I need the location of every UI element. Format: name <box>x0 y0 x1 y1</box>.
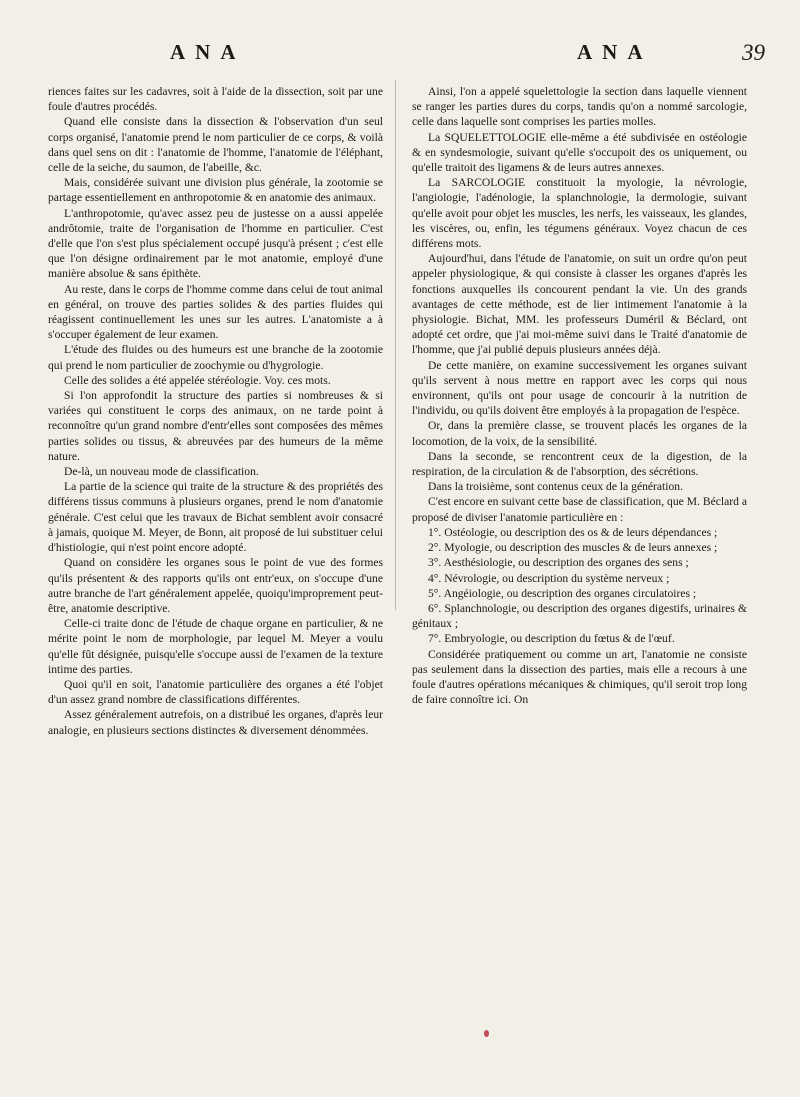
left-running-title: ANA <box>170 40 246 64</box>
paragraph: Quoi qu'il en soit, l'anatomie particulière des organes a été l'objet d'un assez grand nombre de classifications différentes. <box>48 677 383 707</box>
paragraph: 1°. Ostéologie, ou description des os & de leurs dépendances ; <box>428 525 718 539</box>
paragraph: Quand on considère les organes sous le point de vue des formes qu'ils présentent & des rapports qu'ils ont entr'eux, on s'occupe d'une autre branche de l'art généralement appelée, quoiqu'improprement peut-être, anatomie descriptive. <box>48 556 383 615</box>
paragraph: Mais, considérée suivant une division plus générale, la zootomie se partage essentiellement en anthropotomie & en anatomie des animaux. <box>48 176 383 205</box>
paragraph: La partie de la science qui traite de la structure & des propriétés des différens tissus communs à plusieurs organes, prend le nom d'anatomie générale. C'est celui que les travaux de Bichat semblent avoir consacré à jamais, quoique M. Meyer, de Bonn, ait proposé de lui substituer celui d'histiologie, qui n'est point encore adopté. <box>48 480 383 555</box>
paragraph: Assez généralement autrefois, on a distribué les organes, d'après leur analogie, en plusieurs sections distinctes & diversement dénommées. <box>48 708 383 737</box>
right-running-title: ANA <box>577 40 653 64</box>
paragraph: La SARCOLOGIE constituoit la myologie, la névrologie, l'angiologie, l'adénologie, la splanchnologie, la dermologie, suivant qu'elle avoit pour objet les muscles, les nerfs, les vaisseaux, les glandes, les viscères, ou, enfin, les tégumens généraux. Voyez chacun de ces différens mots. <box>412 176 747 251</box>
paragraph: 4°. Névrologie, ou description du système nerveux ; <box>428 571 670 585</box>
paragraph: 3°. Aesthésiologie, ou description des organes des sens ; <box>428 556 689 570</box>
paragraph: Ainsi, l'on a appelé squelettologie la section dans laquelle viennent se ranger les parties dures du corps, tandis qu'on a nommé sarcologie, celle dans laquelle sont comprises les parties molles. <box>412 85 747 129</box>
paragraph: Celle-ci traite donc de l'étude de chaque organe en particulier, & ne mérite point le nom de morphologie, par lequel M. Meyer a voulu qu'elle fût désignée, puisqu'elle s'occupe aussi de l'examen de la texture intime des parties. <box>48 617 383 676</box>
page-number: 39 <box>742 40 765 65</box>
paragraph: Dans la troisième, sont contenus ceux de la génération. <box>428 480 683 494</box>
running-header <box>0 40 800 70</box>
paragraph: Aujourd'hui, dans l'étude de l'anatomie, on suit un ordre qu'on peut appeler physiologique, & qui consiste à classer les organes d'après les fonctions auxquelles ils concourent pendant la vie. Un des grands avantages de cette méthode, est de lier intimement l'anatomie à la physiologie. Bichat, MM. les professeurs Duméril & Béclard, ont adopté cet ordre, que j'ai moi-même suivi dans le Traité d'anatomie de l'homme, que j'ai publié depuis plusieurs années déjà. <box>412 252 747 357</box>
column-rule <box>395 80 396 610</box>
left-column <box>48 84 383 738</box>
paragraph: Dans la seconde, se rencontrent ceux de la digestion, de la respiration, de la circulation & de l'absorption, des sécrétions. <box>412 449 747 479</box>
paragraph: Si l'on approfondit la structure des parties si nombreuses & si variées qui constituent le corps des animaux, on ne tarde point à reconnoître qu'un grand nombre d'entr'elles sont composées des mêmes parties solides ou tissus, & abreuvées par des humeurs de la même nature. <box>48 389 383 463</box>
paragraph: 7°. Embryologie, ou description du fœtus & de l'œuf. <box>428 632 675 646</box>
paragraph: La SQUELETTOLOGIE elle-même a été subdivisée en ostéologie & en syndesmologie, suivant qu'elle s'occupoit des os uniquement, ou qu'elle traitoit des ligamens & de leurs autres annexes. <box>412 130 747 175</box>
paragraph: L'anthropotomie, qu'avec assez peu de justesse on a aussi appelée andrôtomie, traite de l'organisation de l'homme en particulier. C'est d'elle que l'on s'est plus spécialement occupé jusqu'à présent ; c'est elle que l'on désigne ordinairement par le mot anatomie, employé d'une manière absolue & sans épithète. <box>48 206 383 281</box>
paragraph: Au reste, dans le corps de l'homme comme dans celui de tout animal en général, on trouve des parties solides & des parties fluides qui réagissent continuellement les unes sur les autres. L'anatomiste a à s'occuper également de leur examen. <box>48 282 383 342</box>
paragraph: L'étude des fluides ou des humeurs est une branche de la zootomie qui prend le nom particulier de zoochymie ou d'hygrologie. <box>48 343 383 372</box>
paragraph: Quand elle consiste dans la dissection & l'observation d'un seul corps organisé, l'anatomie prend le nom particulier de ce corps, & voilà dans quel sens on dit : l'anatomie de l'homme, l'anatomie de l'éléphant, celle de la seiche, du saumon, de l'abeille, &c. <box>48 115 383 175</box>
ink-fleck <box>484 1030 489 1037</box>
paragraph: riences faites sur les cadavres, soit à l'aide de la dissection, soit par une foule d'autres procédés. <box>48 85 383 114</box>
paragraph: 2°. Myologie, ou description des muscles & de leurs annexes ; <box>428 541 718 555</box>
paragraph: Considérée pratiquement ou comme un art, l'anatomie ne consiste pas seulement dans la dissection des parties, mais elle a recours à une foule d'autres opérations mécaniques & chimiques, qu'il seroit trop long de faire connoître ici. On <box>412 647 747 707</box>
paragraph: C'est encore en suivant cette base de classification, que M. Béclard a proposé de diviser l'anatomie particulière en : <box>412 495 747 524</box>
paragraph: De cette manière, on examine successivement les organes suivant qu'ils servent à nous mettre en rapport avec les corps qui nous environnent, qu'ils ont pour usage de concourir à la nutrition de l'individu, ou qu'ils doivent être employés à la propagation de l'espèce. <box>412 358 747 418</box>
paragraph: Or, dans la première classe, se trouvent placés les organes de la locomotion, de la voix, de la sensibilité. <box>412 419 747 448</box>
paragraph: 5°. Angéiologie, ou description des organes circulatoires ; <box>428 586 697 600</box>
paragraph: Celle des solides a été appelée stéréologie. Voy. ces mots. <box>64 373 331 387</box>
right-column <box>412 84 747 707</box>
paragraph: De-là, un nouveau mode de classification. <box>64 465 259 479</box>
paragraph: 6°. Splanchnologie, ou description des organes digestifs, urinaires & génitaux ; <box>412 601 747 631</box>
